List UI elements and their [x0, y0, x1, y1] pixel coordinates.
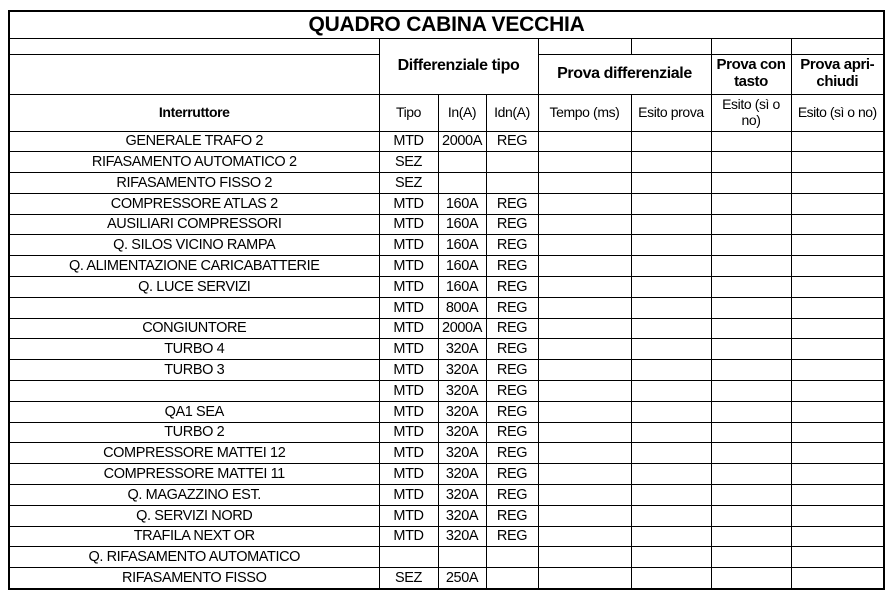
- cell-idn: REG: [486, 381, 538, 402]
- cell-idn: REG: [486, 339, 538, 360]
- cell-tipo: SEZ: [379, 152, 438, 173]
- cell-esito-tasto: [711, 339, 791, 360]
- table-row: [9, 214, 884, 235]
- cell-idn: REG: [486, 256, 538, 277]
- cell-esito-apri: [791, 547, 884, 568]
- cell-esito-apri: [791, 464, 884, 485]
- table-row: [9, 443, 884, 464]
- column-header-tempo-ms: Tempo (ms): [538, 94, 631, 131]
- cell-idn: [486, 568, 538, 589]
- cell-idn: REG: [486, 131, 538, 152]
- cell-tipo: SEZ: [379, 568, 438, 589]
- column-header-idn-a: Idn(A): [486, 94, 538, 131]
- cell-esito-prova: [631, 422, 711, 443]
- cell-esito-tasto: [711, 526, 791, 547]
- cell-esito-tasto: [711, 297, 791, 318]
- cell-esito-prova: [631, 547, 711, 568]
- cell-idn: REG: [486, 422, 538, 443]
- column-header-esito-si-no-tasto: Esito (sì o no): [711, 94, 791, 131]
- cell-esito-apri: [791, 339, 884, 360]
- cell-tempo: [538, 526, 631, 547]
- page-title: QUADRO CABINA VECCHIA: [9, 11, 884, 38]
- cell-esito-prova: [631, 568, 711, 589]
- cell-tipo: MTD: [379, 464, 438, 485]
- table-row: [9, 422, 884, 443]
- cell-esito-prova: [631, 443, 711, 464]
- cell-esito-prova: [631, 318, 711, 339]
- group-header-prova-apri-chiudi: Prova apri-chiudi: [791, 54, 884, 94]
- cell-tipo: SEZ: [379, 173, 438, 194]
- table-row: [9, 381, 884, 402]
- cell-interruttore: QA1 SEA: [9, 401, 379, 422]
- cell-interruttore: Q. LUCE SERVIZI: [9, 277, 379, 298]
- cell-tempo: [538, 131, 631, 152]
- table-row: [9, 152, 884, 173]
- cell-esito-apri: [791, 235, 884, 256]
- cell-interruttore: TURBO 3: [9, 360, 379, 381]
- table-row: [9, 485, 884, 506]
- cell-esito-prova: [631, 193, 711, 214]
- cell-interruttore: RIFASAMENTO FISSO: [9, 568, 379, 589]
- cell-in: 160A: [438, 277, 486, 298]
- cell-esito-prova: [631, 277, 711, 298]
- cell-tipo: MTD: [379, 360, 438, 381]
- cell-esito-prova: [631, 526, 711, 547]
- cell-tipo: MTD: [379, 443, 438, 464]
- column-header-interruttore: Interruttore: [9, 94, 379, 131]
- cell-esito-apri: [791, 131, 884, 152]
- cell-esito-tasto: [711, 277, 791, 298]
- cell-esito-tasto: [711, 547, 791, 568]
- cell-esito-prova: [631, 505, 711, 526]
- cell-tipo: MTD: [379, 214, 438, 235]
- cell-esito-apri: [791, 297, 884, 318]
- group-header-prova-con-tasto: Prova con tasto: [711, 54, 791, 94]
- cell-in: [438, 173, 486, 194]
- cell-esito-prova: [631, 360, 711, 381]
- cell-tempo: [538, 256, 631, 277]
- spacer-cell-esito-prova: [631, 38, 711, 54]
- cell-esito-apri: [791, 214, 884, 235]
- cell-esito-prova: [631, 214, 711, 235]
- quadro-cabina-vecchia-table: [8, 10, 885, 590]
- cell-interruttore: Q. ALIMENTAZIONE CARICABATTERIE: [9, 256, 379, 277]
- cell-tempo: [538, 464, 631, 485]
- cell-interruttore: [9, 381, 379, 402]
- cell-tipo: MTD: [379, 422, 438, 443]
- cell-idn: [486, 173, 538, 194]
- group-header-differenziale-tipo: Differenziale tipo: [379, 38, 538, 94]
- cell-tipo: MTD: [379, 318, 438, 339]
- cell-in: 800A: [438, 297, 486, 318]
- table-row: [9, 401, 884, 422]
- cell-esito-apri: [791, 422, 884, 443]
- column-header-tipo: Tipo: [379, 94, 438, 131]
- cell-tipo: MTD: [379, 505, 438, 526]
- cell-esito-apri: [791, 401, 884, 422]
- table-row: [9, 297, 884, 318]
- cell-interruttore: TURBO 4: [9, 339, 379, 360]
- cell-interruttore: RIFASAMENTO AUTOMATICO 2: [9, 152, 379, 173]
- cell-tempo: [538, 422, 631, 443]
- cell-tipo: MTD: [379, 256, 438, 277]
- cell-interruttore: CONGIUNTORE: [9, 318, 379, 339]
- cell-idn: REG: [486, 505, 538, 526]
- cell-in: 160A: [438, 256, 486, 277]
- cell-interruttore: RIFASAMENTO FISSO 2: [9, 173, 379, 194]
- cell-esito-tasto: [711, 464, 791, 485]
- cell-esito-tasto: [711, 193, 791, 214]
- cell-in: 320A: [438, 401, 486, 422]
- cell-idn: REG: [486, 464, 538, 485]
- cell-in: 320A: [438, 360, 486, 381]
- cell-idn: [486, 547, 538, 568]
- cell-idn: REG: [486, 443, 538, 464]
- cell-esito-prova: [631, 256, 711, 277]
- cell-tempo: [538, 339, 631, 360]
- table-row: [9, 318, 884, 339]
- cell-esito-tasto: [711, 214, 791, 235]
- cell-in: 250A: [438, 568, 486, 589]
- table-row: [9, 277, 884, 298]
- table-row: [9, 339, 884, 360]
- cell-esito-apri: [791, 277, 884, 298]
- cell-interruttore: Q. RIFASAMENTO AUTOMATICO: [9, 547, 379, 568]
- cell-interruttore: AUSILIARI COMPRESSORI: [9, 214, 379, 235]
- cell-tempo: [538, 568, 631, 589]
- cell-esito-apri: [791, 360, 884, 381]
- cell-tempo: [538, 235, 631, 256]
- cell-in: 160A: [438, 214, 486, 235]
- cell-esito-apri: [791, 318, 884, 339]
- cell-in: 320A: [438, 422, 486, 443]
- table-row: [9, 235, 884, 256]
- cell-interruttore: Q. MAGAZZINO EST.: [9, 485, 379, 506]
- cell-in: 2000A: [438, 318, 486, 339]
- header-spacer-row: [9, 38, 884, 54]
- spacer-cell-prova-apri-chiudi: [791, 38, 884, 54]
- cell-esito-tasto: [711, 381, 791, 402]
- table-row: [9, 173, 884, 194]
- cell-esito-prova: [631, 381, 711, 402]
- cell-interruttore: Q. SERVIZI NORD: [9, 505, 379, 526]
- cell-esito-tasto: [711, 360, 791, 381]
- column-header-esito-prova: Esito prova: [631, 94, 711, 131]
- cell-in: [438, 152, 486, 173]
- cell-tipo: MTD: [379, 235, 438, 256]
- cell-in: 320A: [438, 443, 486, 464]
- cell-esito-tasto: [711, 173, 791, 194]
- column-header-esito-si-no-apri: Esito (sì o no): [791, 94, 884, 131]
- cell-tempo: [538, 214, 631, 235]
- cell-tipo: MTD: [379, 526, 438, 547]
- cell-tipo: MTD: [379, 485, 438, 506]
- cell-tempo: [538, 505, 631, 526]
- table-row: [9, 131, 884, 152]
- spacer-cell-prova-con-tasto: [711, 38, 791, 54]
- table-row: [9, 193, 884, 214]
- group-header-prova-differenziale: Prova differenziale: [538, 54, 711, 94]
- cell-tipo: MTD: [379, 297, 438, 318]
- cell-esito-prova: [631, 401, 711, 422]
- cell-esito-prova: [631, 464, 711, 485]
- cell-esito-tasto: [711, 568, 791, 589]
- cell-tipo: [379, 547, 438, 568]
- cell-tempo: [538, 381, 631, 402]
- cell-tipo: MTD: [379, 401, 438, 422]
- cell-tempo: [538, 173, 631, 194]
- cell-esito-apri: [791, 381, 884, 402]
- cell-tempo: [538, 547, 631, 568]
- cell-tipo: MTD: [379, 277, 438, 298]
- cell-esito-prova: [631, 297, 711, 318]
- cell-tempo: [538, 485, 631, 506]
- cell-esito-apri: [791, 485, 884, 506]
- cell-in: 320A: [438, 526, 486, 547]
- cell-in: 320A: [438, 485, 486, 506]
- cell-tempo: [538, 443, 631, 464]
- cell-idn: REG: [486, 526, 538, 547]
- cell-esito-apri: [791, 152, 884, 173]
- cell-idn: REG: [486, 401, 538, 422]
- cell-idn: [486, 152, 538, 173]
- cell-in: [438, 547, 486, 568]
- cell-idn: REG: [486, 277, 538, 298]
- cell-interruttore: TRAFILA NEXT OR: [9, 526, 379, 547]
- cell-tempo: [538, 193, 631, 214]
- cell-esito-tasto: [711, 505, 791, 526]
- cell-esito-prova: [631, 339, 711, 360]
- cell-interruttore: TURBO 2: [9, 422, 379, 443]
- cell-esito-prova: [631, 152, 711, 173]
- cell-tempo: [538, 277, 631, 298]
- cell-tempo: [538, 297, 631, 318]
- cell-esito-apri: [791, 256, 884, 277]
- cell-tempo: [538, 152, 631, 173]
- cell-esito-tasto: [711, 485, 791, 506]
- cell-tipo: MTD: [379, 193, 438, 214]
- cell-interruttore: Q. SILOS VICINO RAMPA: [9, 235, 379, 256]
- table-row: [9, 568, 884, 589]
- cell-esito-prova: [631, 485, 711, 506]
- cell-esito-apri: [791, 193, 884, 214]
- cell-esito-tasto: [711, 318, 791, 339]
- cell-idn: REG: [486, 235, 538, 256]
- cell-idn: REG: [486, 318, 538, 339]
- column-header-row: [9, 94, 884, 131]
- cell-in: 160A: [438, 193, 486, 214]
- cell-tempo: [538, 360, 631, 381]
- title-row: [9, 11, 884, 38]
- cell-interruttore: [9, 297, 379, 318]
- column-header-in-a: In(A): [438, 94, 486, 131]
- cell-esito-tasto: [711, 152, 791, 173]
- cell-esito-prova: [631, 235, 711, 256]
- table-row: [9, 464, 884, 485]
- cell-tempo: [538, 318, 631, 339]
- cell-esito-apri: [791, 568, 884, 589]
- cell-esito-apri: [791, 443, 884, 464]
- cell-esito-apri: [791, 526, 884, 547]
- cell-interruttore: COMPRESSORE MATTEI 12: [9, 443, 379, 464]
- cell-in: 2000A: [438, 131, 486, 152]
- cell-esito-tasto: [711, 443, 791, 464]
- cell-tipo: MTD: [379, 339, 438, 360]
- cell-esito-tasto: [711, 131, 791, 152]
- cell-idn: REG: [486, 193, 538, 214]
- cell-idn: REG: [486, 360, 538, 381]
- cell-esito-tasto: [711, 401, 791, 422]
- cell-tipo: MTD: [379, 131, 438, 152]
- table-row: [9, 505, 884, 526]
- cell-esito-prova: [631, 173, 711, 194]
- spacer-cell-interruttore: [9, 38, 379, 54]
- cell-in: 160A: [438, 235, 486, 256]
- cell-tipo: MTD: [379, 381, 438, 402]
- table-row: [9, 256, 884, 277]
- cell-idn: REG: [486, 297, 538, 318]
- cell-esito-tasto: [711, 256, 791, 277]
- table-row: [9, 360, 884, 381]
- cell-in: 320A: [438, 381, 486, 402]
- cell-esito-tasto: [711, 235, 791, 256]
- cell-in: 320A: [438, 339, 486, 360]
- table-row: [9, 547, 884, 568]
- cell-in: 320A: [438, 505, 486, 526]
- table-row: [9, 526, 884, 547]
- cell-esito-apri: [791, 505, 884, 526]
- cell-interruttore: COMPRESSORE ATLAS 2: [9, 193, 379, 214]
- cell-esito-tasto: [711, 422, 791, 443]
- cell-idn: REG: [486, 214, 538, 235]
- cell-interruttore: GENERALE TRAFO 2: [9, 131, 379, 152]
- cell-tempo: [538, 401, 631, 422]
- cell-esito-prova: [631, 131, 711, 152]
- cell-interruttore: COMPRESSORE MATTEI 11: [9, 464, 379, 485]
- spacer-cell-tempo: [538, 38, 631, 54]
- cell-esito-apri: [791, 173, 884, 194]
- spacer-cell-interruttore-2: [9, 54, 379, 94]
- cell-in: 320A: [438, 464, 486, 485]
- cell-idn: REG: [486, 485, 538, 506]
